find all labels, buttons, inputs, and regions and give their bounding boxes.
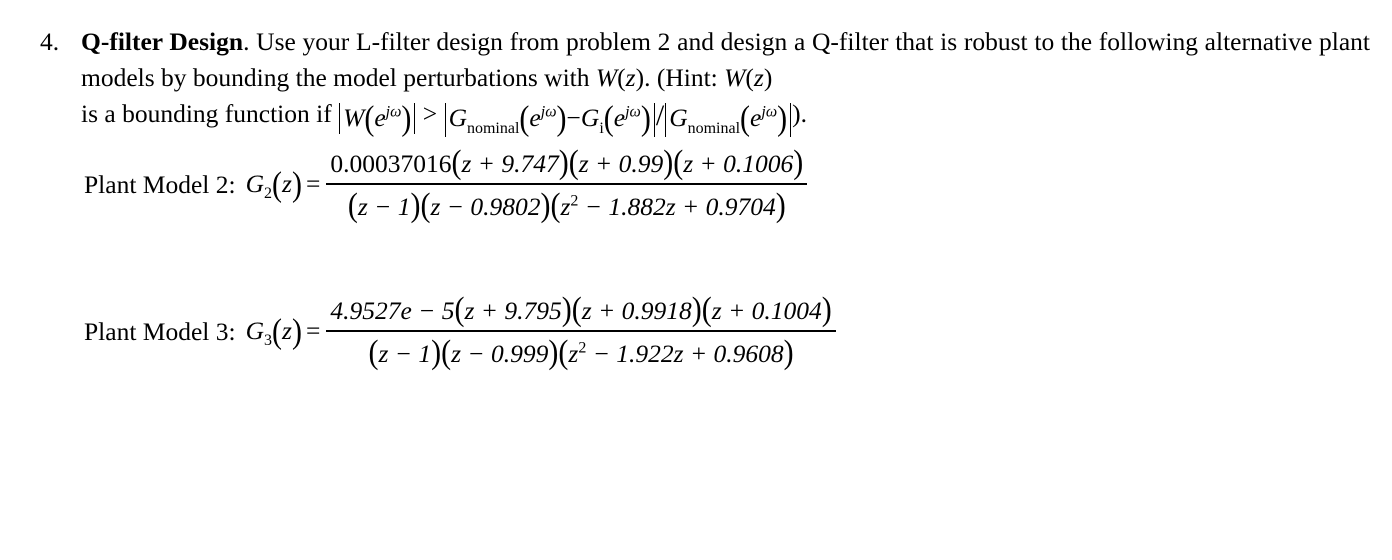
transfer-function-symbol: $G_3(z)$ = xyxy=(245,312,321,351)
model-label: Plant Model 3: xyxy=(84,316,236,346)
transfer-function-fraction xyxy=(326,290,835,371)
intro-text: . Use your L-filter design from problem 2 and design a Q-filter that is robust to the following alternative plant models by bounding the model perturbations with xyxy=(81,27,1370,92)
numerator: 0.00037016(z + 9.747)(z + 0.99)(z + 0.1006) xyxy=(330,143,804,181)
problem-title: Q-filter Design xyxy=(81,27,244,56)
division-slash: / xyxy=(655,99,665,132)
denominator: $(z - 1)(z - 0.999)(z^2 - 1.922z + 0.9608)$ xyxy=(368,333,794,371)
condition-prefix: is a bounding function if xyxy=(81,99,332,128)
hint-z: z xyxy=(753,63,764,92)
hint-W: W xyxy=(724,63,746,92)
condition-suffix: ). xyxy=(792,99,807,128)
numerator: 4.9527e − 5(z + 9.795)(z + 0.9918)(z + 0.1004) xyxy=(330,290,832,328)
intro-z: z xyxy=(625,63,636,92)
abs-nominal: $G_{nominal}(e^{j\omega})$ xyxy=(665,103,791,137)
intro-hint: . (Hint: xyxy=(644,63,725,92)
model-label: Plant Model 2: xyxy=(84,169,236,199)
bounding-condition-line xyxy=(81,96,1370,137)
abs-W: $W(e^{j\omega})$ xyxy=(339,103,415,134)
plant-model-2 xyxy=(84,143,807,224)
greater-than: > xyxy=(422,99,438,128)
transfer-function-fraction xyxy=(326,143,807,224)
problem-4 xyxy=(40,24,1370,137)
abs-difference: $G_{nominal}(e^{j\omega})-G_i(e^{j\omega})$ xyxy=(445,103,655,137)
problem-number: 4. xyxy=(40,27,60,56)
denominator: $(z - 1)(z - 0.9802)(z^2 - 1.882z + 0.9704)$ xyxy=(347,186,786,224)
plant-model-3 xyxy=(84,290,836,371)
problem-statement: Q-filter Design. Use your L-filter design from problem 2 and design a Q-filter that is robust to the following alternative plant models by bounding the model perturbations with W(z). (Hint: W(z) is a bounding function if $W(e^{j\omega}) > G_{nominal}(e^{j\omega})-G_i(e^{j\omega}) / G_{nominal}(e^{j\omega})$ ). xyxy=(81,27,1370,138)
transfer-function-symbol: $G_2(z)$ = xyxy=(245,165,321,204)
intro-W: W xyxy=(595,63,618,92)
